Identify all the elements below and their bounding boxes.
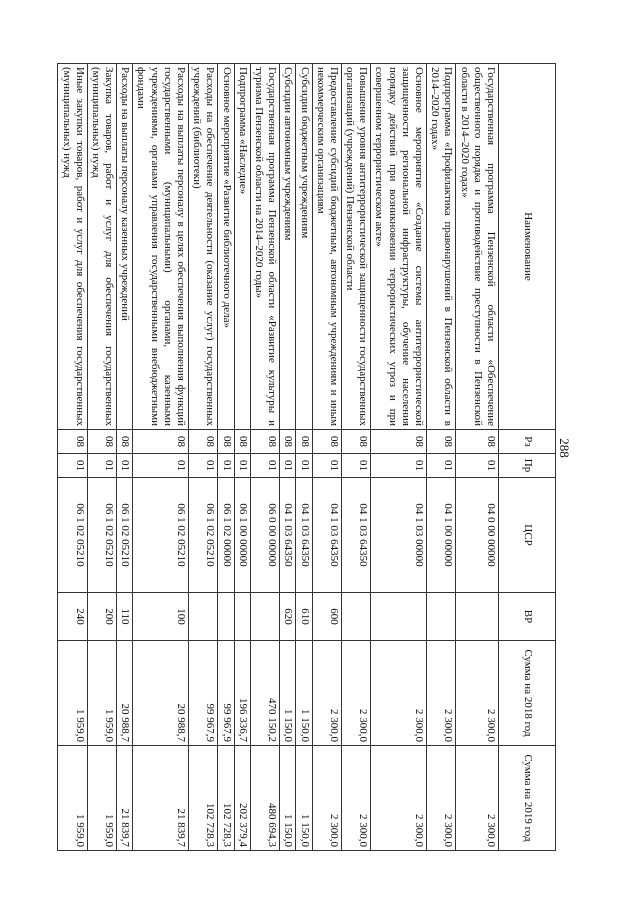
page-number: 288: [557, 438, 572, 458]
table-row: [58, 64, 87, 851]
cell-csr: 04 1 03 00000: [371, 478, 427, 593]
cell-name: Расходы на обеспечение деятельности (оказание услуг) государственных учреждений (библиотеки): [189, 64, 218, 430]
cell-vr: [427, 593, 456, 641]
cell-pr: 01: [250, 454, 279, 478]
cell-pr: 01: [117, 454, 133, 478]
table-row: [87, 64, 116, 851]
header-vr: ВР: [499, 593, 556, 641]
cell-sum2018: 2 300,0: [456, 641, 499, 746]
cell-sum2018: 1 959,0: [58, 641, 87, 746]
cell-vr: 610: [296, 593, 312, 641]
table-row: [341, 64, 370, 851]
table-row: [218, 64, 234, 851]
cell-rz: 08: [280, 430, 296, 454]
cell-sum2018: 2 300,0: [341, 641, 370, 746]
cell-csr: 06 1 02 05210: [58, 478, 87, 593]
header-csr: ЦСР: [499, 478, 556, 593]
cell-name: Государственная программа Пензенской области «Развитие культуры и туризма Пензенской области на 2014–2020 годы»: [250, 64, 279, 430]
cell-rz: 08: [218, 430, 234, 454]
cell-sum2018: 196 336,7: [234, 641, 250, 746]
cell-csr: 04 1 03 64350: [296, 478, 312, 593]
cell-sum2018: 2 300,0: [371, 641, 427, 746]
cell-pr: 01: [371, 454, 427, 478]
cell-csr: 06 1 02 05210: [189, 478, 218, 593]
cell-vr: [371, 593, 427, 641]
cell-pr: 01: [341, 454, 370, 478]
cell-sum2019: 2 300,0: [312, 746, 341, 851]
cell-sum2019: 1 150,0: [280, 746, 296, 851]
cell-sum2019: 480 694,3: [250, 746, 279, 851]
cell-sum2019: 1 150,0: [296, 746, 312, 851]
table-row: [296, 64, 312, 851]
table-body: [58, 64, 499, 851]
table-row: [117, 64, 133, 851]
cell-sum2019: 202 379,4: [234, 746, 250, 851]
cell-pr: 01: [189, 454, 218, 478]
cell-vr: [456, 593, 499, 641]
cell-pr: 01: [133, 454, 189, 478]
cell-csr: 04 1 00 00000: [427, 478, 456, 593]
table-row: [189, 64, 218, 851]
header-sum-2019: Сумма на 2019 год: [499, 746, 556, 851]
cell-sum2019: 2 300,0: [371, 746, 427, 851]
cell-name: Предоставление субсидий бюджетным, автономным учреждениям и иным некоммерческим организациям: [312, 64, 341, 430]
header-rz: Рз: [499, 430, 556, 454]
cell-rz: 08: [341, 430, 370, 454]
cell-sum2018: 99 967,9: [189, 641, 218, 746]
cell-sum2018: 20 988,7: [133, 641, 189, 746]
cell-name: Расходы на выплаты персоналу казенных учреждений: [117, 64, 133, 430]
cell-rz: 08: [296, 430, 312, 454]
cell-csr: 04 0 00 00000: [456, 478, 499, 593]
cell-vr: 100: [133, 593, 189, 641]
cell-rz: 08: [371, 430, 427, 454]
table-row: [312, 64, 341, 851]
cell-vr: 240: [58, 593, 87, 641]
cell-name: Иные закупки товаров, работ и услуг для обеспечения государственных (муниципальных) нужд: [58, 64, 87, 430]
cell-rz: 08: [456, 430, 499, 454]
cell-rz: 08: [234, 430, 250, 454]
cell-vr: [218, 593, 234, 641]
cell-sum2018: 1 150,0: [296, 641, 312, 746]
cell-name: Подпрограмма «Профилактика правонарушений в Пензенской области в 2014–2020 годах»: [427, 64, 456, 430]
cell-sum2018: 1 959,0: [87, 641, 116, 746]
header-sum-2018: Сумма на 2018 год: [499, 641, 556, 746]
cell-sum2018: 2 300,0: [312, 641, 341, 746]
cell-name: Расходы на выплаты персоналу в целях обеспечения выполнения функций государственными (муниципальными) органами, казенными учреждениями, органами управления государственными внебюджетными фондами: [133, 64, 189, 430]
table-header-row: [499, 64, 556, 851]
cell-csr: 06 1 02 00000: [218, 478, 234, 593]
cell-rz: 08: [87, 430, 116, 454]
cell-vr: [250, 593, 279, 641]
cell-pr: 01: [87, 454, 116, 478]
cell-vr: 200: [87, 593, 116, 641]
table-row: [280, 64, 296, 851]
cell-pr: 01: [312, 454, 341, 478]
cell-csr: 06 0 00 00000: [250, 478, 279, 593]
cell-pr: 01: [280, 454, 296, 478]
cell-vr: 110: [117, 593, 133, 641]
cell-rz: 08: [58, 430, 87, 454]
table-row: [234, 64, 250, 851]
cell-sum2018: 99 967,9: [218, 641, 234, 746]
table-row: [371, 64, 427, 851]
header-pr: Пр: [499, 454, 556, 478]
cell-csr: 04 1 03 64350: [280, 478, 296, 593]
cell-rz: 08: [189, 430, 218, 454]
cell-name: Государственная программа Пензенской области «Обеспечение общественного порядка и противодействие преступности в Пензенской области в 2014–2020 годах»: [456, 64, 499, 430]
cell-rz: 08: [133, 430, 189, 454]
cell-pr: 01: [218, 454, 234, 478]
cell-csr: 06 1 02 05210: [133, 478, 189, 593]
cell-sum2019: 21 839,7: [133, 746, 189, 851]
cell-sum2019: 21 839,7: [117, 746, 133, 851]
cell-sum2018: 1 150,0: [280, 641, 296, 746]
cell-sum2019: 102 728,3: [189, 746, 218, 851]
cell-sum2019: 1 959,0: [58, 746, 87, 851]
cell-vr: [234, 593, 250, 641]
cell-csr: 06 1 00 00000: [234, 478, 250, 593]
cell-pr: 01: [296, 454, 312, 478]
cell-rz: 08: [117, 430, 133, 454]
cell-vr: 620: [280, 593, 296, 641]
cell-rz: 08: [250, 430, 279, 454]
rotated-table-container: [28, 63, 556, 850]
table-row: [133, 64, 189, 851]
cell-name: Основное мероприятие «Развитие библиотечного дела»: [218, 64, 234, 430]
table-row: [427, 64, 456, 851]
header-name: Наименование: [499, 64, 556, 430]
cell-pr: 01: [456, 454, 499, 478]
cell-name: Повышение уровня антитеррористической защищенности государственных организаций (учреждений) Пензенской области: [341, 64, 370, 430]
cell-name: Закупка товаров, работ и услуг для обеспечения государственных (муниципальных) нужд: [87, 64, 116, 430]
cell-name: Основное мероприятие «Создание системы антитеррористической защищенности региональной инфраструктуры, обучение населения порядку действий при возникновении террористических угроз и при совершенном террористическом акте»: [371, 64, 427, 430]
cell-sum2019: 1 959,0: [87, 746, 116, 851]
cell-csr: 06 1 02 05210: [87, 478, 116, 593]
cell-vr: 600: [312, 593, 341, 641]
cell-csr: 06 1 02 05210: [117, 478, 133, 593]
cell-name: Подпрограмма «Наследие»: [234, 64, 250, 430]
cell-vr: [189, 593, 218, 641]
cell-sum2018: 20 988,7: [117, 641, 133, 746]
cell-sum2019: 2 300,0: [427, 746, 456, 851]
cell-sum2019: 102 728,3: [218, 746, 234, 851]
cell-sum2019: 2 300,0: [341, 746, 370, 851]
budget-table: [57, 63, 556, 851]
table-row: [250, 64, 279, 851]
cell-name: Субсидии бюджетным учреждениям: [296, 64, 312, 430]
cell-pr: 01: [427, 454, 456, 478]
cell-rz: 08: [427, 430, 456, 454]
cell-pr: 01: [58, 454, 87, 478]
cell-csr: 04 1 03 64350: [312, 478, 341, 593]
cell-pr: 01: [234, 454, 250, 478]
cell-sum2019: 2 300,0: [456, 746, 499, 851]
cell-sum2018: 470 150,2: [250, 641, 279, 746]
cell-rz: 08: [312, 430, 341, 454]
cell-csr: 04 1 03 64350: [341, 478, 370, 593]
table-row: [456, 64, 499, 851]
cell-sum2018: 2 300,0: [427, 641, 456, 746]
cell-name: Субсидии автономным учреждениям: [280, 64, 296, 430]
cell-vr: [341, 593, 370, 641]
